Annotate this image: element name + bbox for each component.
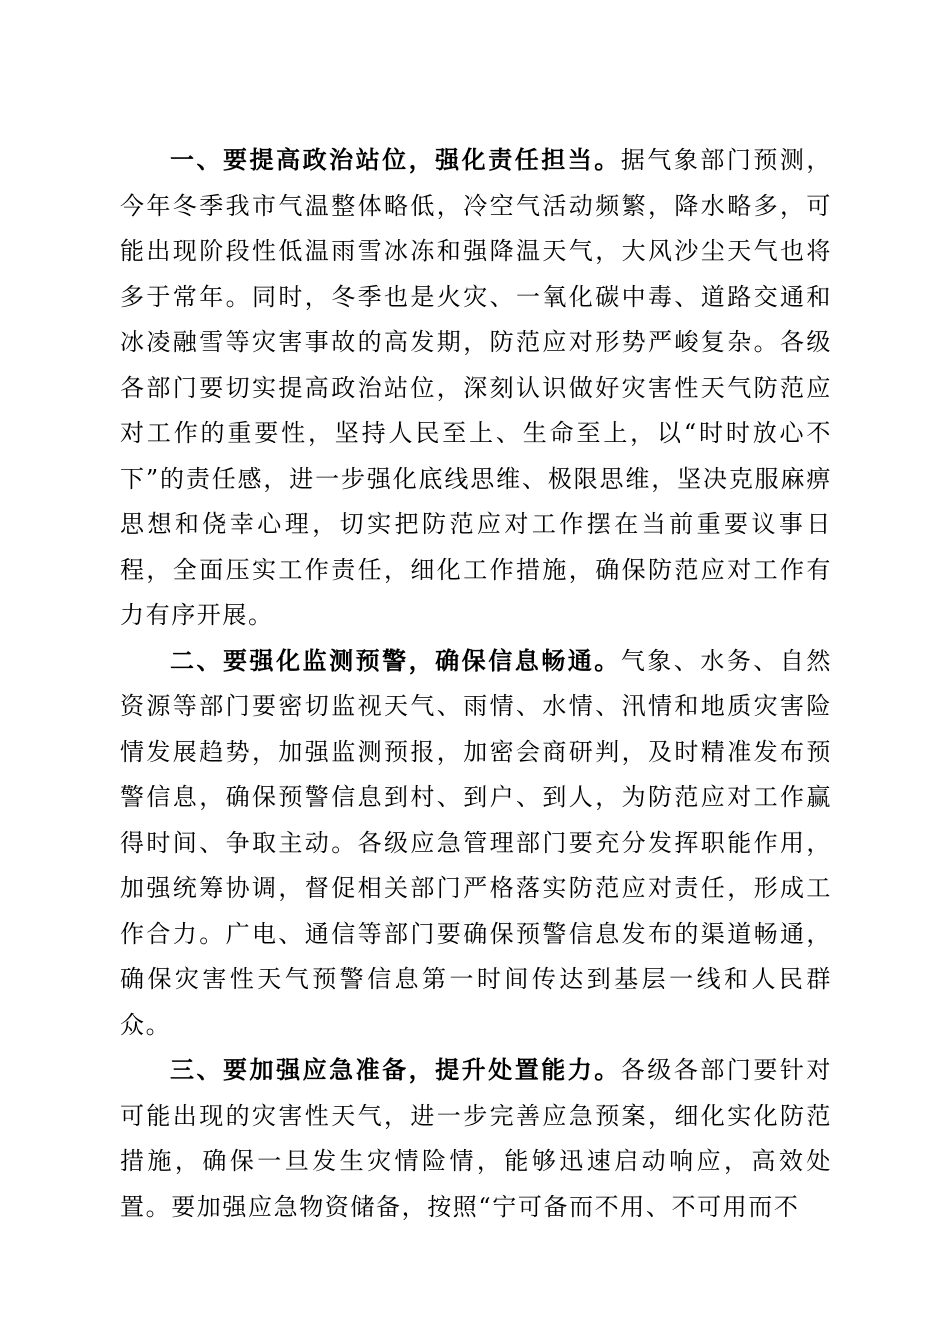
paragraph-1: [120, 138, 832, 639]
paragraph-2: [120, 639, 832, 1049]
document-body: [120, 138, 832, 1230]
paragraph-3-body: 各级各部门要针对可能出现的灾害性天气，进一步完善应急预案，细化实化防范措施，确保一旦发生灾情险情，能够迅速启动响应，高效处置。要加强应急物资储备，按照“宁可备而不用、不可用而不: [120, 1056, 832, 1221]
paragraph-3: [120, 1048, 832, 1230]
paragraph-1-heading: 一、要提高政治站位，强化责任担当。: [170, 146, 621, 174]
paragraph-3-heading: 三、要加强应急准备，提升处置能力。: [170, 1056, 621, 1084]
paragraph-2-heading: 二、要强化监测预警，确保信息畅通。: [170, 646, 621, 675]
paragraph-2-body: 气象、水务、自然资源等部门要密切监视天气、雨情、水情、汛情和地质灾害险情发展趋势，加强监测预报，加密会商研判，及时精准发布预警信息，确保预警信息到村、到户、到人，为防范应对工作赢得时间、争取主动。各级应急管理部门要充分发挥职能作用，加强统筹协调，督促相关部门严格落实防范应对责任，形成工作合力。广电、通信等部门要确保预警信息发布的渠道畅通，确保灾害性天气预警信息第一时间传达到基层一线和人民群众。: [120, 646, 832, 1039]
paragraph-1-body: 据气象部门预测，今年冬季我市气温整体略低，冷空气活动频繁，降水略多，可能出现阶段性低温雨雪冰冻和强降温天气，大风沙尘天气也将多于常年。同时，冬季也是火灾、一氧化碳中毒、道路交通和冰凌融雪等灾害事故的高发期，防范应对形势严峻复杂。各级各部门要切实提高政治站位，深刻认识做好灾害性天气防范应对工作的重要性，坚持人民至上、生命至上，以“时时放心不下”的责任感，进一步强化底线思维、极限思维，坚决克服麻痹思想和侥幸心理，切实把防范应对工作摆在当前重要议事日程，全面压实工作责任，细化工作措施，确保防范应对工作有力有序开展。: [120, 146, 832, 629]
